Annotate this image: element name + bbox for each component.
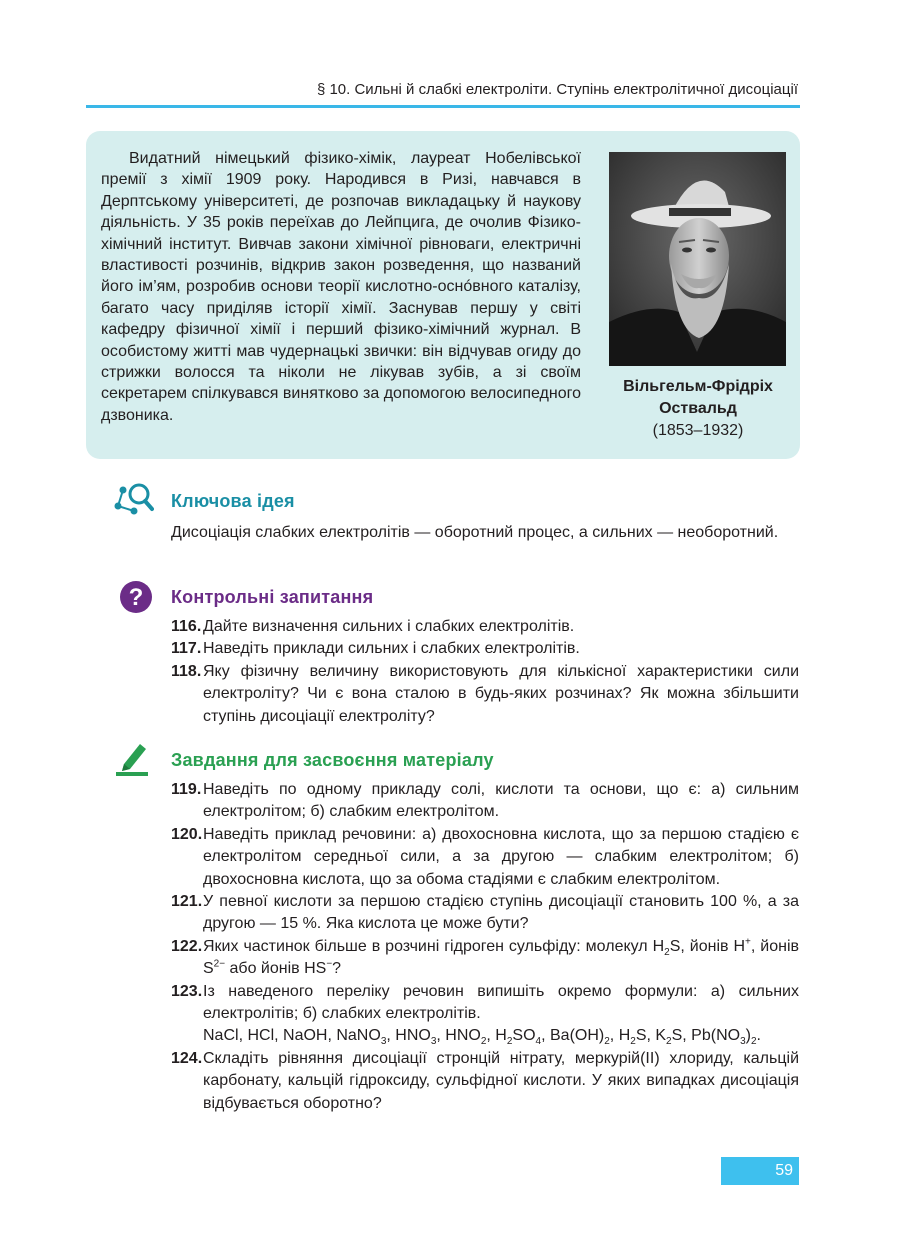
task-text: Яких частинок більше в розчині гідроген сульфіду: молекул $H_2S$, йонів H+, йонів $S^{2-}$ або йонів HS−?	[203, 936, 800, 978]
task-text: Складіть рівняння дисоціації стронцій нітрату, меркурій(ІІ) хлориду, кальцій карбонату, кальцій гідроксиду, сульфідної кислоти. У яких випадках дисоціація відбувається оборотно?	[203, 1049, 799, 1112]
formula-text: S, Pb(NO	[671, 1027, 741, 1045]
formula-text: NaCl, HCl, NaOH, NaNO	[203, 1027, 381, 1045]
formula-subscript: 2	[506, 1036, 513, 1048]
control-questions-list	[171, 616, 799, 728]
formula-text: , H	[486, 1027, 507, 1045]
formula-subscript: 3	[430, 1036, 437, 1048]
formula-text: S, K	[635, 1027, 667, 1045]
question-number: 116.	[171, 618, 202, 635]
formula-subscript: 2	[480, 1036, 487, 1048]
task-number: 124.	[171, 1049, 203, 1067]
formula-text: )	[745, 1027, 751, 1045]
formula-subscript: 2	[630, 1036, 636, 1048]
key-idea-icon	[112, 478, 154, 523]
task-number: 121.	[171, 893, 203, 911]
question-mark-icon	[119, 580, 153, 619]
task-item	[171, 1048, 799, 1115]
question-item	[171, 661, 799, 728]
question-number: 118.	[171, 662, 202, 680]
tasks-list	[171, 779, 799, 1115]
question-item	[171, 638, 799, 660]
question-item	[171, 616, 799, 638]
biography-text: Видатний німецький фізико-хімік, лауреат Нобелівської премії з хімії 1909 року. Народився в Ризі, навчався в Дерптському університеті, де розпочав викладацьку й наукову діяльність. У 35 років переїхав до Лейпцига, де очолив Фізико-хімічний інститут. Вивчав закони хімічної рівноваги, електричні властивості розчинів, відкрив закон розведення, що названий його ім’ям, розробив основи теорії кислотно-оснóвного каталізу, багато часу приділяв історії хімії. Заснував першу у світі кафедру фізичної хімії і перший фізико-хімічний журнал. В особистому житті мав чудернацькі звички: він відчував огиду до стрижки волосся та ніколи не лікував зубів, а зі своїм секретарем спілкувався винятково за допомогою велосипедного дзвоника.	[101, 150, 581, 424]
formula-subscript: 4	[535, 1036, 542, 1048]
question-text: Яку фізичну величину використовують для кількісної характеристики сили електроліту? Чи є вона сталою в будь-яких розчинах? Як можна збільшити ступінь дисоціації електроліту?	[203, 662, 799, 725]
tasks-title: Завдання для засвоєння матеріалу	[171, 750, 494, 770]
task-item	[171, 936, 799, 981]
portrait-photo	[609, 152, 786, 366]
header-rule	[86, 105, 800, 108]
task-number: 120.	[171, 825, 203, 843]
task-item	[171, 981, 799, 1026]
page-number: 59	[721, 1157, 799, 1185]
task-text: У певної кислоти за першою стадією ступінь дисоціації становить 100 %, а за другою — 15 %. Яка кислота це може бути?	[203, 893, 799, 933]
formula-text: SO	[512, 1027, 536, 1045]
formula-text: .	[756, 1027, 761, 1045]
task-number: 123.	[171, 982, 203, 1000]
formula-text: , HNO	[386, 1027, 431, 1045]
task-item	[171, 891, 799, 936]
formula-subscript: 2	[750, 1036, 757, 1048]
task-number: 122.	[171, 937, 203, 955]
question-number: 117.	[171, 640, 202, 658]
formula-subscript: 3	[740, 1036, 746, 1048]
caption-name-line2: Оствальд	[659, 400, 737, 417]
formula-text: , Ba(OH)	[541, 1027, 605, 1045]
key-idea-title: Ключова ідея	[171, 491, 295, 511]
svg-text:?: ?	[128, 584, 144, 611]
formula-subscript: 2	[604, 1036, 610, 1048]
formula-subscript: 2	[666, 1036, 672, 1048]
caption-years: (1853–1932)	[652, 422, 744, 439]
task-text: Наведіть приклад речовини: а) двохосновна кислота, що за першою стадією є електролітом середньої сили, а за другою — слабким електролітом; б) двохосновна кислота, що за обома стадіями є слабким електролітом.	[203, 825, 799, 888]
caption-name-line1: Вільгельм-Фрідріх	[623, 378, 773, 395]
running-header: § 10. Сильні й слабкі електроліти. Ступінь електролітичної дисоціації	[316, 81, 798, 98]
control-questions-title: Контрольні запитання	[171, 587, 374, 607]
formula-text: , H	[609, 1027, 631, 1045]
formula-subscript: 3	[380, 1036, 387, 1048]
task-text: Наведіть по одному прикладу солі, кислоти та основи, що є: а) сильним електролітом; б) слабким електролітом.	[203, 781, 799, 821]
task-text: Із наведеного переліку речовин випишіть окремо формули: а) сильних електролітів; б) слабких електролітів.	[203, 982, 799, 1023]
task-item	[171, 779, 799, 824]
key-idea-text: Дисоціація слабких електролітів — оборотний процес, а сильних — необоротний.	[171, 524, 779, 541]
question-text: Наведіть приклади сильних і слабких електролітів.	[203, 640, 580, 658]
task-item	[171, 824, 799, 891]
task-number: 119.	[171, 781, 202, 798]
question-text: Дайте визначення сильних і слабких електролітів.	[203, 618, 575, 635]
formula-text: , HNO	[436, 1027, 481, 1045]
pencil-icon	[112, 738, 152, 783]
formula-list	[171, 1025, 799, 1047]
portrait-caption	[600, 376, 796, 442]
